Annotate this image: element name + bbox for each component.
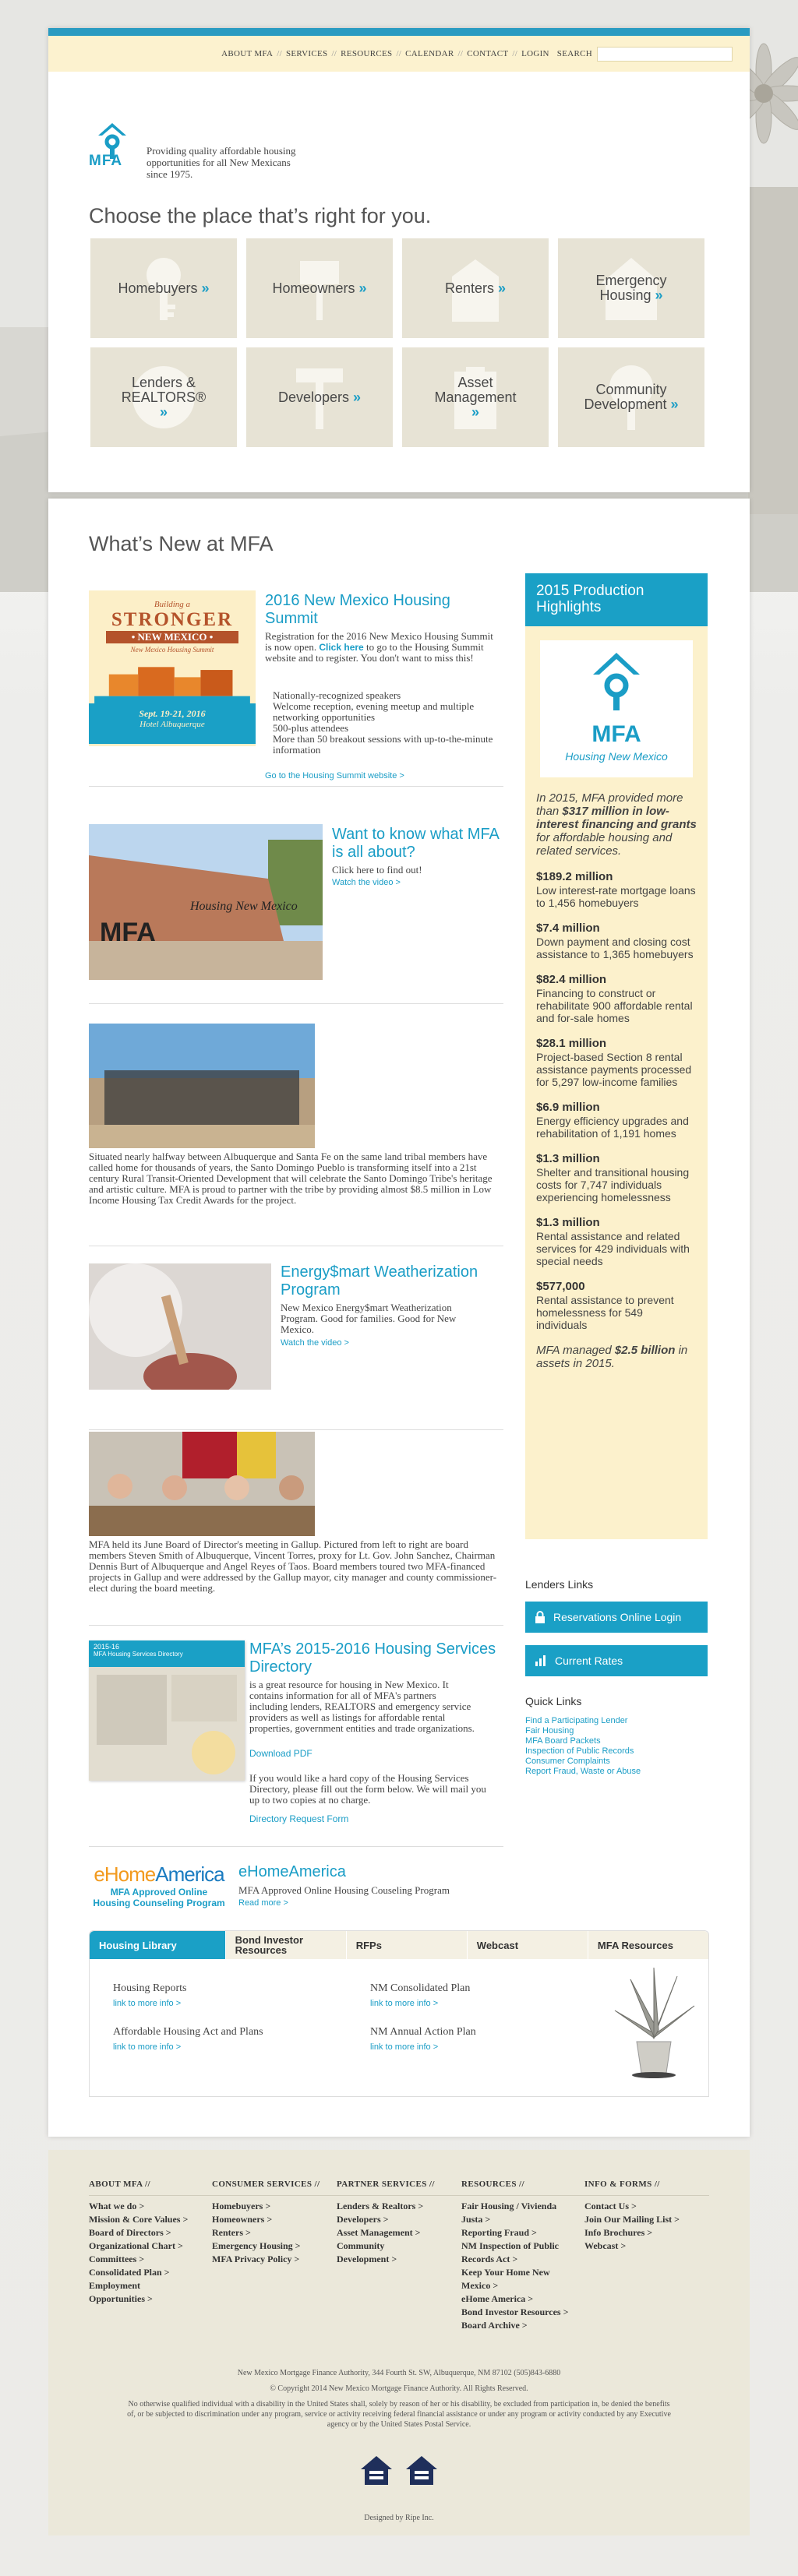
search-input[interactable] [597,47,733,62]
tab-housing-library[interactable]: Housing Library [90,1931,226,1959]
quick-link[interactable]: MFA Board Packets [525,1736,601,1746]
summit-image-subtitle: New Mexico Housing Summit [130,646,214,654]
summit-website-link[interactable]: Go to the Housing Summit website > [265,771,404,781]
footer-link[interactable]: Fair Housing / Vivienda [461,2201,557,2211]
highlight-amount: $6.9 million [536,1101,600,1114]
highlight-item [536,1037,697,1088]
housing-library-tabs [89,1930,709,2097]
footer-link[interactable]: NM Inspection of Public [461,2240,560,2251]
footer-link[interactable]: Records Act > [461,2254,518,2264]
footer [48,2150,750,2535]
doc-link[interactable]: link to more info > [113,1999,182,2008]
highlight-desc: Down payment and closing cost assistance to 1,365 homebuyers [536,936,694,960]
highlights-box [525,626,708,1539]
doc-title: Housing Reports [113,1982,187,1994]
quick-link[interactable]: Fair Housing [525,1726,574,1736]
quick-links-heading: Quick Links [525,1695,582,1707]
footer-heading: CONSUMER SERVICES // [212,2180,320,2189]
highlights-outro-text: MFA managed [536,1344,615,1357]
tile-community-development[interactable] [558,347,704,447]
highlights-outro-text: in assets in 2015. [536,1344,688,1370]
chevron-right-icon: » [353,389,362,405]
footer-heading: INFO & FORMS // [584,2180,660,2189]
highlights-intro-text: for affordable housing and related services. [536,831,673,858]
footer-link[interactable]: Developers > [337,2214,389,2225]
footer-link[interactable]: Homebuyers > [212,2201,271,2211]
ehome-logo-sub: MFA Approved Online [110,1887,208,1898]
directory-body-2: If you would like a hard copy of the Housing Services Directory, please fill out the form below. We will mail you up to two copies at no charge. [249,1772,486,1806]
highlights-intro [536,791,697,858]
summit-bullet: Nationally-recognized speakers [273,689,401,701]
footer-link[interactable]: Contact Us > [584,2201,637,2211]
summit-body-text: Registration for the 2016 New Mexico Housing Summit is now open. [265,630,493,653]
footer-column-partner [337,2180,461,2266]
top-navigation [48,36,750,72]
equal-housing-opportunity-icon [357,2452,396,2491]
download-pdf-link[interactable]: Download PDF [249,1748,312,1759]
quick-link[interactable]: Find a Participating Lender [525,1716,628,1725]
footer-link[interactable]: Consolidated Plan > [89,2267,170,2278]
tile-asset-management[interactable] [402,347,549,447]
quick-link[interactable]: Inspection of Public Records [525,1746,634,1756]
choose-heading: Choose the place that’s right for you. [89,204,432,227]
footer-link[interactable]: Board Archive > [461,2320,528,2331]
footer-link[interactable]: Board of Directors > [89,2227,171,2238]
house-logo-icon [540,640,693,777]
footer-link[interactable]: What we do > [89,2201,145,2211]
search-label: SEARCH [556,49,592,58]
tile-label: Emergency Housing [595,273,667,303]
tile-renters[interactable] [402,238,549,338]
ehome-body: MFA Approved Online Housing Couseling Program [238,1884,450,1896]
footer-link[interactable]: Info Brochures > [584,2227,653,2238]
footer-link[interactable]: Join Our Mailing List > [584,2214,680,2225]
button-label: Current Rates [555,1654,623,1667]
tile-label: Developers [277,389,349,405]
tab-webcast[interactable]: Webcast [468,1931,588,1959]
ehome-logo-home: Home [104,1862,156,1886]
summit-body [265,631,499,664]
lenders-links-heading: Lenders Links [525,1578,594,1591]
highlight-item [536,1216,697,1267]
ehomeamerica-logo[interactable] [89,1863,229,1908]
mfa-housing-new-mexico-logo [540,640,693,777]
highlights-logo-sub: Housing New Mexico [565,750,668,763]
santo-domingo-body: Situated nearly halfway between Albuquerque and Santa Fe on the same land tribal members have called home for thousands of years, the Santo Domingo Pueblo is transforming itself into a 21st century Rural Transit-Oriented Development that will celebrate the Santo Domingo Tribe's heritage and artistic culture. MFA is proud to partner with the tribe by providing almost $8.5 million in Low Income Housing Tax Credit Awards for the project. [89,1151,493,1206]
summit-skyline [89,660,256,703]
doc-title: NM Consolidated Plan [370,1982,471,1994]
tile-developers[interactable] [246,347,393,447]
footer-link[interactable]: Webcast > [584,2240,627,2251]
groundbreaking-photo [89,1024,315,1148]
nav-about[interactable]: ABOUT MFA [221,49,274,58]
highlight-item [536,1152,697,1203]
reservations-online-login-button[interactable] [525,1602,708,1633]
doc-link[interactable]: link to more info > [370,1999,439,2008]
highlight-desc: Low interest-rate mortgage loans to 1,456 homebuyers [536,884,696,909]
current-rates-button[interactable] [525,1645,708,1676]
highlights-outro [536,1344,697,1370]
chart-icon [535,1655,547,1666]
highlight-desc: Rental assistance to prevent homelessness for 549 individuals [536,1294,674,1331]
tile-emergency-housing[interactable] [558,238,704,338]
footer-link[interactable]: Emergency Housing > [212,2240,301,2251]
ehome-logo-sub: Housing Counseling Program [93,1898,225,1908]
tab-mfa-resources[interactable]: MFA Resources [597,1939,673,1951]
directory-cover-year: 2015-16 [94,1643,120,1651]
mfa-sign-video-thumbnail[interactable] [89,824,323,980]
quick-link[interactable]: Report Fraud, Waste or Abuse [525,1767,641,1776]
nav-login[interactable]: LOGIN [521,49,549,58]
chevron-right-icon: » [655,287,663,303]
divider [89,1003,503,1004]
directory-cover-art [89,1667,245,1781]
highlight-amount: $1.3 million [536,1152,600,1165]
nav-resources[interactable]: RESOURCES [341,49,393,58]
highlight-amount: $577,000 [536,1280,585,1293]
footer-link[interactable]: Lenders & Realtors > [337,2201,424,2211]
summit-bullet: More than 50 breakout sessions with up-to-the-minute information [273,733,493,756]
highlight-desc: Financing to construct or rehabilitate 900 affordable rental and for-sale homes [536,987,693,1024]
audience-tiles [90,238,714,447]
tile-label: Homebuyers [118,280,198,296]
energy-smart-video-thumbnail[interactable] [89,1263,271,1390]
divider [89,786,503,787]
highlight-item [536,1101,697,1140]
tab-bond-investor-resources[interactable]: Bond Investor Resources [226,1931,347,1959]
ehome-read-more-link[interactable]: Read more > [238,1898,288,1908]
highlight-item [536,973,697,1024]
footer-link[interactable]: Development > [337,2254,397,2264]
board-meeting-photo [89,1432,315,1536]
doc-title: NM Annual Action Plan [370,2026,476,2038]
chevron-right-icon: » [201,280,210,296]
footer-link[interactable]: Homeowners > [212,2214,273,2225]
summit-image[interactable] [89,590,256,746]
main-content [48,499,750,2137]
tile-label: Homeowners [272,280,355,296]
santo-domingo-groundbreaking-photo [89,1024,315,1148]
about-title[interactable]: Want to know what MFA is all about? [332,826,499,861]
footer-link[interactable]: Opportunities > [89,2293,153,2304]
plant-image [607,1964,701,2081]
summit-bullets [273,690,499,756]
nav-separator: // [457,49,464,58]
tile-label: Asset Management [434,374,517,405]
doc-link[interactable]: link to more info > [113,2042,182,2052]
footer-link[interactable]: Mexico > [461,2280,499,2291]
footer-column-consumer [212,2180,337,2266]
footer-link[interactable]: Organizational Chart > [89,2240,183,2251]
footer-heading: ABOUT MFA // [89,2180,150,2189]
footer-column-resources [461,2180,586,2332]
footer-column-info [584,2180,709,2253]
summit-image-venue: Hotel Albuquerque [139,720,205,729]
highlight-desc: Project-based Section 8 rental assistance payments processed for 5,297 low-income families [536,1051,692,1088]
board-meeting-body: MFA held its June Board of Director's meeting in Gallup. Pictured from left to right are board members Steven Smith of Albuquerque, Vincent Torres, proxy for Lt. Gov. John Sanchez, Chairman Dennis Burt of Albuquerque and Angel Reyes of Taos. Board members toured two MFA-financed projects in Gallup and were addressed by the Gallup mayor, city manager and county commissioner-elect during the board meeting. [89,1538,497,1594]
sign-logo: MFA [100,918,156,947]
highlights-intro-text: In 2015, MFA provided more than [536,791,683,818]
whats-new-heading: What’s New at MFA [89,532,274,555]
logo-text: MFA [89,153,123,169]
tab-rfps[interactable]: RFPs [347,1931,468,1959]
divider [89,1625,503,1626]
lock-icon [535,1611,546,1623]
header-panel [48,28,750,492]
footer-link[interactable]: Asset Management > [337,2227,421,2238]
directory-cover-title: MFA Housing Services Directory [94,1651,183,1658]
footer-link[interactable]: Renters > [212,2227,251,2238]
highlight-item [536,1280,697,1331]
chevron-right-icon: » [498,280,507,296]
ehome-logo-e: e [94,1862,104,1886]
tile-homeowners[interactable] [246,238,393,338]
equal-housing-lender-icon [402,2452,441,2491]
nav-calendar[interactable]: CALENDAR [405,49,454,58]
footer-column-about [89,2180,214,2306]
highlight-amount: $7.4 million [536,922,600,935]
highlight-desc: Rental assistance and related services for 429 individuals with special needs [536,1230,690,1267]
footer-disclaimer: No otherwise qualified individual with a disability in the United States shall, solely by reason of her or his disability, be excluded from participation in, be denied the benefits of, or be subjected to discrimination under any program, service or activity receiving federal financial assistance or under any program or activity conducted by any Executive agency or by the United States Postal Service. [127,2400,671,2429]
footer-link[interactable]: Community [337,2240,385,2251]
footer-link[interactable]: Bond Investor Resources > [461,2306,569,2317]
chevron-right-icon: » [471,403,479,420]
summit-image-tagline: Building a [154,600,191,609]
tagline: Providing quality affordable housing opportunities for all New Mexicans since 1975. [147,145,296,180]
quick-link[interactable]: Consumer Complaints [525,1757,610,1766]
highlight-amount: $82.4 million [536,973,607,986]
doc-title: Affordable Housing Act and Plans [113,2026,263,2038]
summit-title[interactable]: 2016 New Mexico Housing Summit [265,592,450,627]
energy-smart-title[interactable]: Energy$mart Weatherization Program [281,1263,478,1299]
footer-designed-by[interactable]: Designed by Ripe Inc. [364,2514,434,2522]
tab-panel [90,1959,708,2096]
footer-link[interactable]: Reporting Fraud > [461,2227,537,2238]
tile-label: Community Development [584,382,667,412]
tile-label: Renters [444,280,494,296]
directory-body: is a great resource for housing in New Mexico. It contains information for all of MFA's partners including lenders, REALTORS and emergency service providers as well as listings for affordable rental properties, government entities and trade organizations. [249,1679,475,1734]
highlights-logo-text: MFA [591,721,641,747]
divider [89,1429,503,1430]
chevron-right-icon: » [358,280,367,296]
button-label: Reservations Online Login [553,1611,682,1623]
nav-separator: // [512,49,518,58]
tile-lenders-realtors[interactable] [90,347,237,447]
tab-list [90,1931,708,1959]
board-photo [89,1432,315,1536]
about-watch-video-link[interactable]: Watch the video > [332,878,401,887]
footer-link[interactable]: Mission & Core Values > [89,2214,189,2225]
nav-contact[interactable]: CONTACT [467,49,509,58]
sign-photo [89,824,323,980]
footer-link[interactable]: Employment [89,2280,140,2291]
highlights-heading: 2015 Production Highlights [525,573,708,626]
chevron-right-icon: » [670,396,679,412]
ehome-logo-america: America [155,1862,224,1886]
footer-link[interactable]: Justa > [461,2214,491,2225]
footer-link[interactable]: MFA Privacy Policy > [212,2254,300,2264]
nav-menu [221,49,549,58]
highlight-item [536,870,697,909]
highlights-intro-bold: $317 million in low-interest financing and grants [536,805,697,831]
top-accent-bar [48,28,750,36]
footer-link[interactable]: eHome America > [461,2293,534,2304]
summit-body-text: to go to the Housing Summit website and to register. You don't want to miss this! [265,641,484,664]
nav-separator: // [396,49,402,58]
housing-directory-cover[interactable] [89,1640,245,1781]
directory-request-form-link[interactable]: Directory Request Form [249,1813,349,1824]
summit-click-here-link[interactable]: Click here [319,642,364,653]
footer-copyright: © Copyright 2014 New Mexico Mortgage Finance Authority. All Rights Reserved. [270,2384,528,2393]
highlight-item [536,922,697,960]
chevron-right-icon: » [159,403,168,420]
summit-bullet: Welcome reception, evening meetup and multiple networking opportunities [273,700,475,723]
summit-image-date: Sept. 19-21, 2016 [139,708,206,719]
ehome-title[interactable]: eHomeAmerica [238,1863,346,1880]
nav-separator: // [277,49,282,58]
highlight-desc: Shelter and transitional housing costs for 7,747 individuals experiencing homelessness [536,1166,690,1203]
summit-image-state: • NEW MEXICO • [106,631,238,643]
nav-separator: // [331,49,337,58]
highlight-desc: Energy efficiency upgrades and rehabilitation of 1,191 homes [536,1115,689,1140]
tile-homebuyers[interactable] [90,238,237,338]
footer-heading: RESOURCES // [461,2180,524,2189]
highlight-amount: $189.2 million [536,870,613,883]
summit-image-title: STRONGER [111,609,234,630]
divider [89,1846,503,1847]
doc-link[interactable]: link to more info > [370,2042,439,2052]
about-body: Click here to find out! [332,864,422,876]
nav-services[interactable]: SERVICES [285,49,328,58]
footer-link[interactable]: Keep Your Home New [461,2267,550,2278]
energy-smart-watch-video-link[interactable]: Watch the video > [281,1338,349,1348]
footer-address: New Mexico Mortgage Finance Authority, 344 Fourth St. SW, Albuquerque, NM 87102 (505)843-6880 [237,2369,561,2377]
highlights-outro-bold: $2.5 billion [614,1344,676,1357]
footer-link[interactable]: Committees > [89,2254,145,2264]
highlight-amount: $1.3 million [536,1216,600,1229]
highlight-amount: $28.1 million [536,1037,607,1050]
sign-text: Housing New Mexico [190,900,298,913]
directory-title[interactable]: MFA’s 2015-2016 Housing Services Directory [249,1640,496,1676]
tile-label: Lenders & REALTORS® [121,374,207,405]
energy-photo [89,1263,271,1390]
footer-heading: PARTNER SERVICES // [337,2180,435,2189]
energy-smart-body: New Mexico Energy$mart Weatherization Program. Good for families. Good for New Mexico. [281,1302,457,1335]
summit-bullet: 500-plus attendees [273,722,349,734]
